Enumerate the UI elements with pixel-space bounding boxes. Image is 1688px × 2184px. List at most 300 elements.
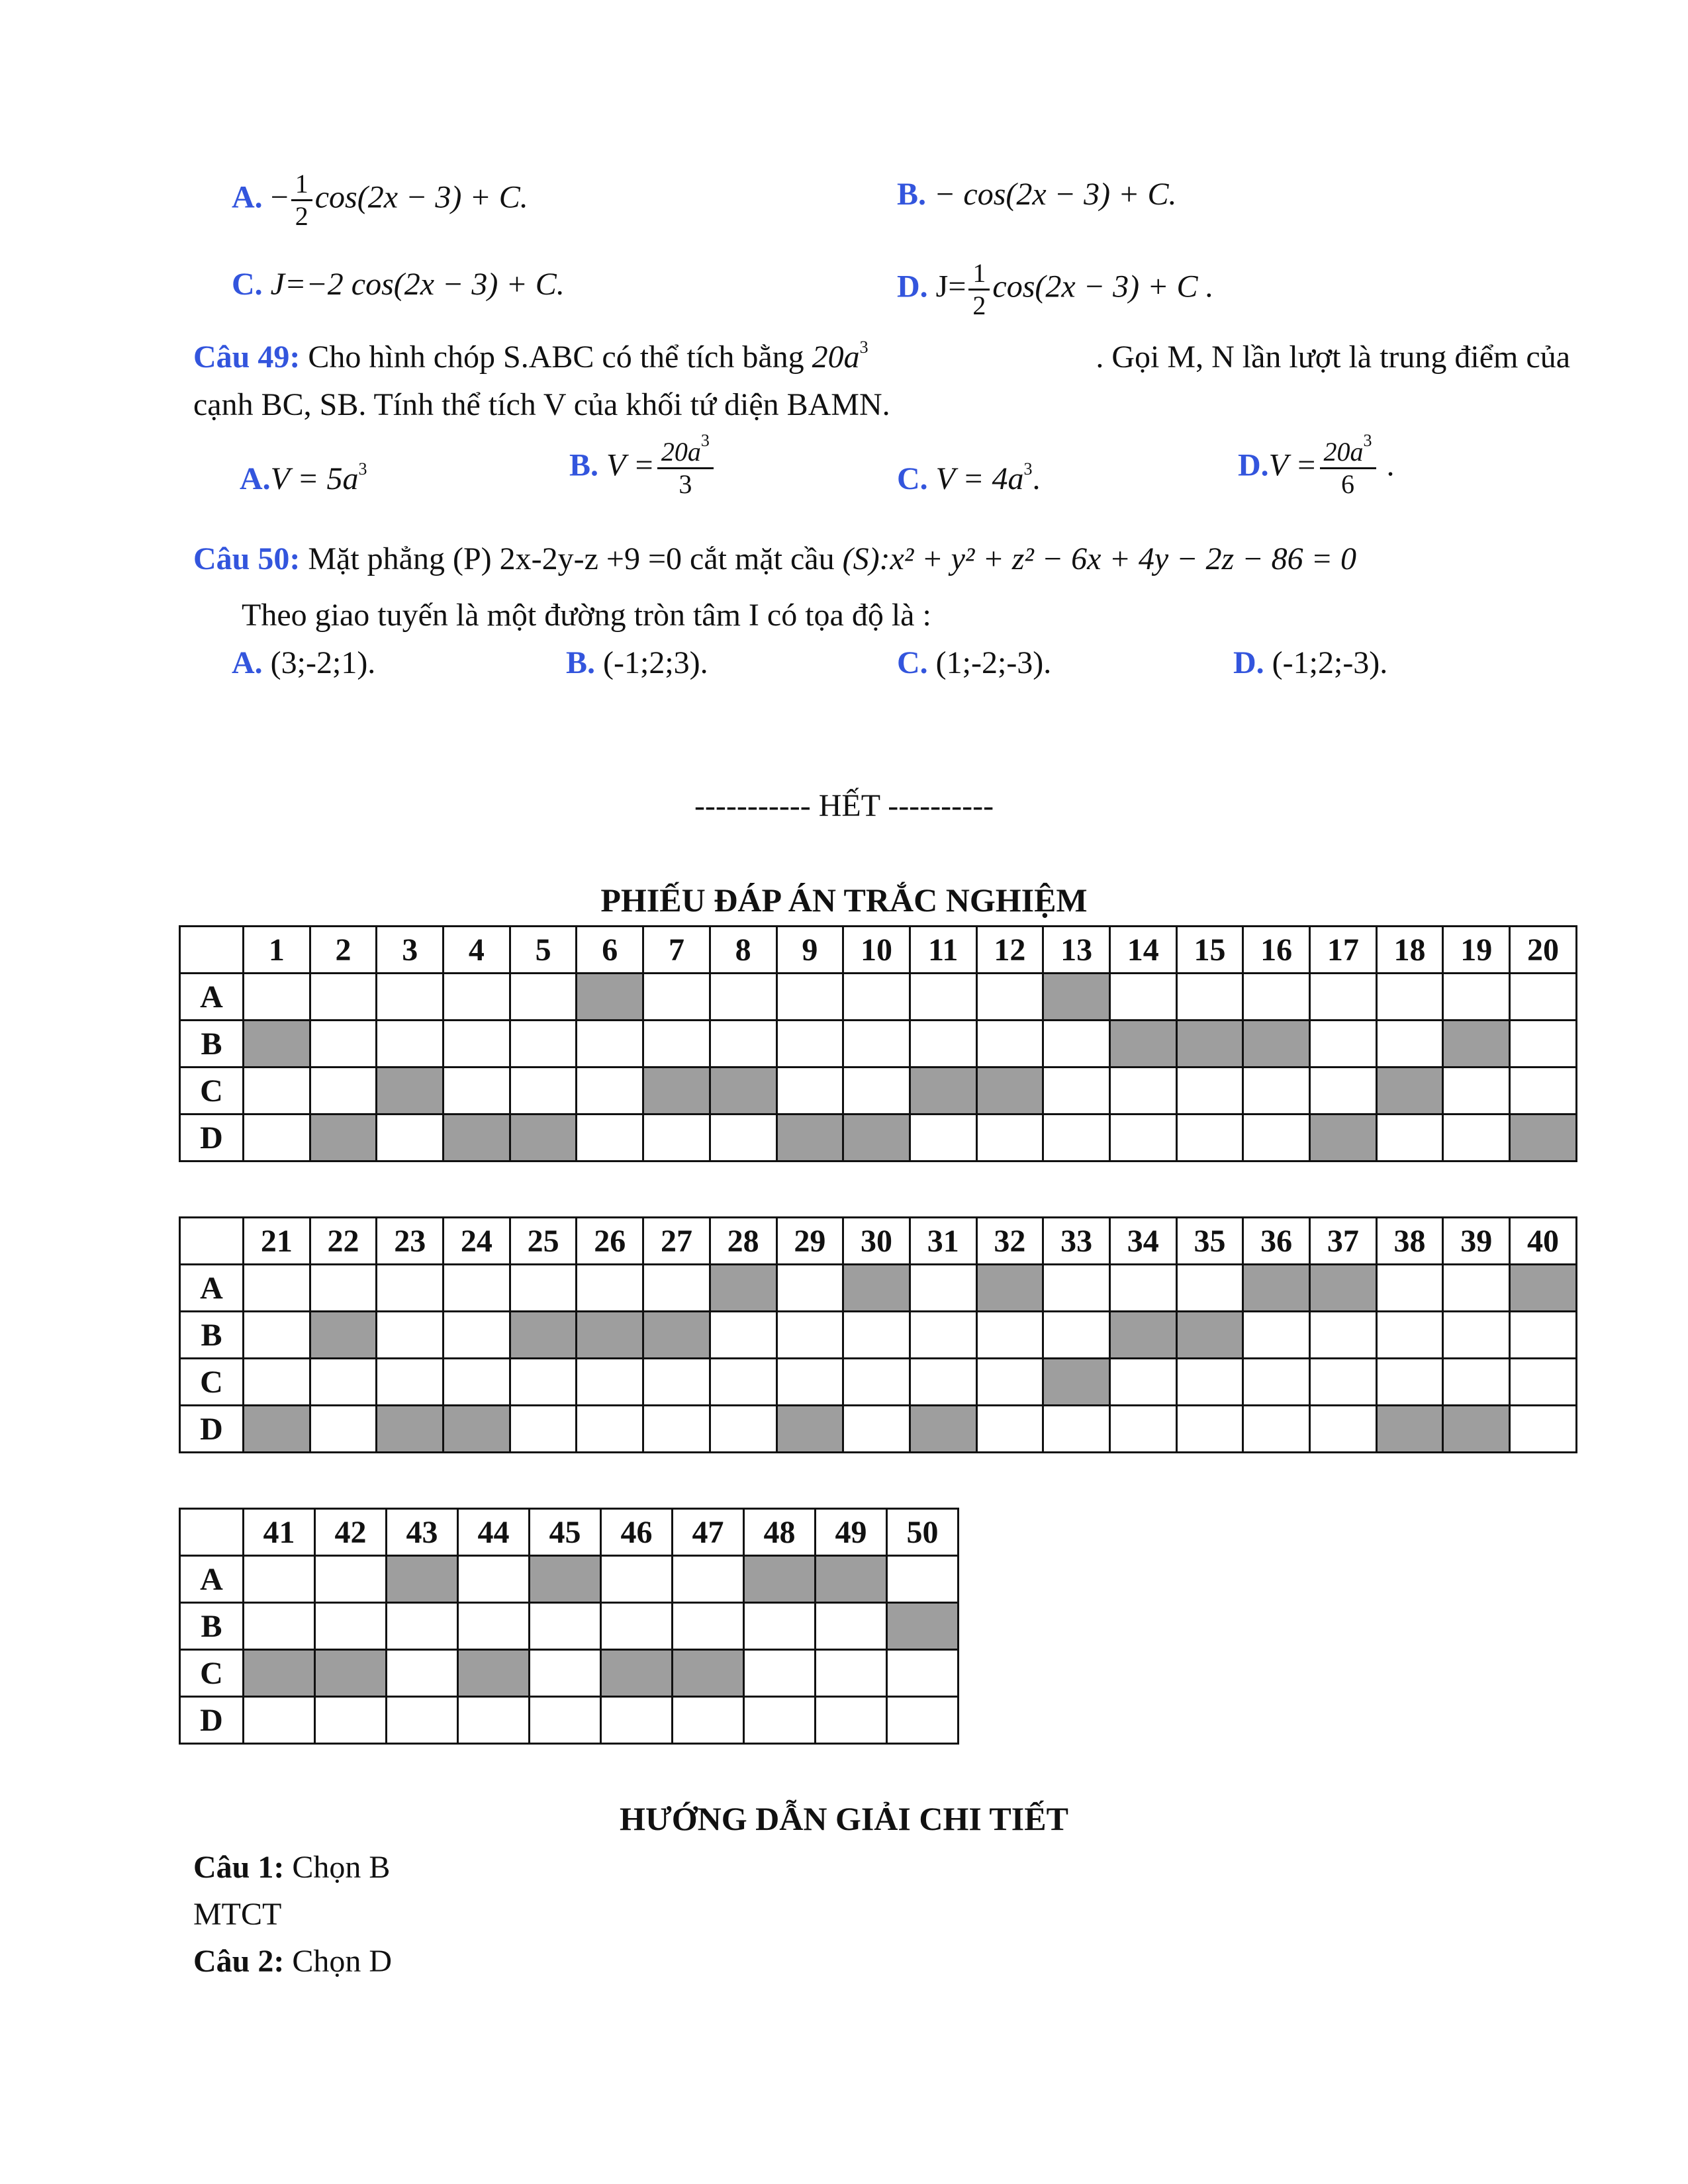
fraction: $\frac{20a^3}{3}$ (657, 437, 714, 500)
answer-cell (816, 1603, 887, 1650)
q50-option-b: B. (-1;2;3). (566, 645, 708, 680)
answer-cell (776, 1021, 843, 1068)
answer-cell (1443, 1312, 1510, 1359)
question-number: 50 (887, 1509, 959, 1556)
answer-cell (1109, 1265, 1176, 1312)
answer-cell (816, 1697, 887, 1744)
solution-1: Câu 1: Chọn B (193, 1850, 391, 1885)
answer-cell-selected (377, 1068, 444, 1115)
answer-cell (776, 1312, 843, 1359)
answer-cell-selected (577, 974, 643, 1021)
answer-cell-selected (843, 1265, 910, 1312)
answer-cell (673, 1556, 744, 1603)
q48-option-b: B. − cos(2x − 3) + C. (897, 177, 1177, 212)
answer-cell (1443, 974, 1510, 1021)
answer-row-d (180, 1406, 1577, 1453)
answer-cell (1043, 1265, 1110, 1312)
answer-header-row (180, 1218, 1577, 1265)
answer-cell (776, 1359, 843, 1406)
answer-cell-selected (601, 1650, 673, 1697)
answer-cell-selected (910, 1068, 976, 1115)
answer-cell-selected (776, 1406, 843, 1453)
answer-cell (244, 1697, 315, 1744)
question-number: 34 (1109, 1218, 1176, 1265)
answer-cell (887, 1650, 959, 1697)
answer-cell (1310, 1312, 1377, 1359)
answer-cell (458, 1697, 530, 1744)
answer-row-c (180, 1650, 959, 1697)
q50-option-c: C. (1;-2;-3). (897, 645, 1052, 680)
answer-cell-selected (387, 1556, 458, 1603)
answer-cell (444, 1312, 510, 1359)
question-number: 5 (510, 927, 577, 974)
answer-cell (643, 1406, 710, 1453)
answer-cell (310, 1406, 377, 1453)
answer-cell (1243, 1068, 1310, 1115)
answer-cell-selected (1176, 1312, 1243, 1359)
answer-cell (843, 1359, 910, 1406)
answer-cell (577, 1021, 643, 1068)
answer-row-b (180, 1603, 959, 1650)
q50-option-d: D. (-1;2;-3). (1233, 645, 1388, 680)
answer-cell (843, 1406, 910, 1453)
question-number: 1 (244, 927, 310, 974)
answer-cell-selected (444, 1115, 510, 1161)
option-label: D (180, 1115, 244, 1161)
q49-option-b: B. V = $\frac{20a^3}{3}$ (569, 437, 716, 500)
answer-cell (1176, 974, 1243, 1021)
answer-row-a (180, 1265, 1577, 1312)
answer-cell-selected (530, 1556, 601, 1603)
question-number: 4 (444, 927, 510, 974)
answer-cell (643, 1359, 710, 1406)
answer-cell (710, 1115, 776, 1161)
answer-cell-selected (310, 1312, 377, 1359)
answer-cell (843, 974, 910, 1021)
answer-cell (444, 1068, 510, 1115)
answer-cell-selected (444, 1406, 510, 1453)
answer-cell (1310, 1406, 1377, 1453)
question-number: 14 (1109, 927, 1176, 974)
question-number: 35 (1176, 1218, 1243, 1265)
answer-cell-selected (1243, 1265, 1310, 1312)
option-label: C (180, 1650, 244, 1697)
answer-cell-selected (315, 1650, 387, 1697)
answer-cell-selected (710, 1265, 776, 1312)
answer-cell-selected (776, 1115, 843, 1161)
answer-cell-selected (510, 1312, 577, 1359)
question-number: 41 (244, 1509, 315, 1556)
answer-cell (315, 1697, 387, 1744)
answer-cell-selected (816, 1556, 887, 1603)
question-number: 40 (1510, 1218, 1577, 1265)
answer-cell (510, 1359, 577, 1406)
answer-cell (601, 1556, 673, 1603)
answer-cell (1376, 1021, 1443, 1068)
answer-cell (1510, 1312, 1577, 1359)
answer-cell (1043, 1406, 1110, 1453)
answer-cell-selected (1510, 1115, 1577, 1161)
answer-cell (510, 1406, 577, 1453)
answer-cell (1510, 974, 1577, 1021)
fraction: $\frac{20a^3}{6}$ (1320, 437, 1376, 500)
answer-row-c (180, 1068, 1577, 1115)
answer-cell (843, 1068, 910, 1115)
question-number: 44 (458, 1509, 530, 1556)
answer-cell (643, 1115, 710, 1161)
question-number: 18 (1376, 927, 1443, 974)
answer-cell (976, 1359, 1043, 1406)
answer-cell (310, 1359, 377, 1406)
answer-cell-selected (1109, 1312, 1176, 1359)
answer-cell (643, 1021, 710, 1068)
q49-option-d: D.V = $\frac{20a^3}{6}$ . (1238, 431, 1395, 499)
option-label: B (180, 1603, 244, 1650)
answer-cell (1376, 1359, 1443, 1406)
answer-cell-selected (1443, 1406, 1510, 1453)
option-label: B (180, 1312, 244, 1359)
question-number: 20 (1510, 927, 1577, 974)
answer-cell-selected (1043, 1359, 1110, 1406)
question-number: 37 (1310, 1218, 1377, 1265)
answer-cell (377, 974, 444, 1021)
answer-cell-selected (244, 1021, 310, 1068)
answer-cell-selected (510, 1115, 577, 1161)
question-number: 13 (1043, 927, 1110, 974)
answer-cell (1043, 1115, 1110, 1161)
question-number: 16 (1243, 927, 1310, 974)
answer-cell (244, 1359, 310, 1406)
answer-cell (244, 974, 310, 1021)
answer-cell (1176, 1115, 1243, 1161)
answer-cell-selected (744, 1556, 816, 1603)
option-label: A (180, 1265, 244, 1312)
question-number: 42 (315, 1509, 387, 1556)
question-number: 9 (776, 927, 843, 974)
answer-row-d (180, 1697, 959, 1744)
question-number: 12 (976, 927, 1043, 974)
q49-option-a: $A.V = 5a^3$ (240, 459, 367, 496)
answer-cell (1443, 1359, 1510, 1406)
answer-cell (244, 1265, 310, 1312)
corner-cell (180, 927, 244, 974)
question-number: 17 (1310, 927, 1377, 974)
answer-cell (976, 1312, 1043, 1359)
answer-cell-selected (1443, 1021, 1510, 1068)
option-label: D (180, 1697, 244, 1744)
answer-cell (510, 974, 577, 1021)
answer-cell (1310, 974, 1377, 1021)
answer-cell-selected (1376, 1406, 1443, 1453)
question-number: 32 (976, 1218, 1043, 1265)
answer-cell (776, 1068, 843, 1115)
answer-cell (310, 1068, 377, 1115)
answer-cell-selected (710, 1068, 776, 1115)
answer-cell-selected (244, 1650, 315, 1697)
answer-cell (1510, 1406, 1577, 1453)
answer-cell (315, 1556, 387, 1603)
corner-cell (180, 1509, 244, 1556)
option-label: C (180, 1359, 244, 1406)
answer-table-3 (179, 1508, 959, 1745)
answer-cell (1243, 1115, 1310, 1161)
answer-cell (377, 1265, 444, 1312)
answer-cell (244, 1556, 315, 1603)
answer-cell (710, 1406, 776, 1453)
answer-cell (710, 1359, 776, 1406)
question-number: 7 (643, 927, 710, 974)
answer-cell (444, 1265, 510, 1312)
answer-cell (244, 1312, 310, 1359)
question-number: 2 (310, 927, 377, 974)
answer-cell (244, 1115, 310, 1161)
answer-cell (1510, 1068, 1577, 1115)
answer-table-1 (179, 925, 1577, 1162)
answer-cell (1376, 974, 1443, 1021)
q49-option-c: C. $V = 4a^3$. (897, 459, 1041, 496)
question-number: 19 (1443, 927, 1510, 974)
question-number: 45 (530, 1509, 601, 1556)
answer-cell (710, 1312, 776, 1359)
answer-cell (244, 1603, 315, 1650)
answer-cell (530, 1697, 601, 1744)
answer-cell (577, 1115, 643, 1161)
answer-cell (910, 1115, 976, 1161)
answer-header-row (180, 1509, 959, 1556)
answer-cell (776, 974, 843, 1021)
answer-cell-selected (643, 1312, 710, 1359)
answer-cell (1109, 1359, 1176, 1406)
answer-cell (710, 1021, 776, 1068)
answer-cell-selected (244, 1406, 310, 1453)
answer-cell (377, 1021, 444, 1068)
question-number: 22 (310, 1218, 377, 1265)
answer-cell (1243, 1406, 1310, 1453)
answer-cell (577, 1406, 643, 1453)
question-number: 31 (910, 1218, 976, 1265)
answer-cell (444, 974, 510, 1021)
answer-cell (1443, 1115, 1510, 1161)
answer-cell (510, 1021, 577, 1068)
question-number: 39 (1443, 1218, 1510, 1265)
q48-option-a: A. − $\frac{1}{2}$ cos(2x − 3) + C. (232, 169, 528, 231)
question-number: 21 (244, 1218, 310, 1265)
answer-cell (458, 1603, 530, 1650)
answer-cell (577, 1359, 643, 1406)
answer-cell (1043, 1068, 1110, 1115)
answer-cell (910, 974, 976, 1021)
corner-cell (180, 1218, 244, 1265)
answer-cell-selected (577, 1312, 643, 1359)
answer-cell-selected (673, 1650, 744, 1697)
answer-cell (1510, 1021, 1577, 1068)
answer-cell (710, 974, 776, 1021)
answer-cell (510, 1068, 577, 1115)
solution-1-note: MTCT (193, 1897, 282, 1932)
answer-cell (1176, 1068, 1243, 1115)
answer-cell-selected (843, 1115, 910, 1161)
answer-cell-selected (458, 1650, 530, 1697)
answer-cell (1510, 1359, 1577, 1406)
answer-cell (887, 1556, 959, 1603)
answer-cell (530, 1603, 601, 1650)
fraction: $\frac{1}{2}$ (291, 169, 312, 232)
question-number: 10 (843, 927, 910, 974)
answer-cell-selected (1243, 1021, 1310, 1068)
answer-cell (310, 1265, 377, 1312)
answer-cell (744, 1697, 816, 1744)
answer-cell-selected (310, 1115, 377, 1161)
answer-cell (744, 1650, 816, 1697)
q50-option-a: A. (3;-2;1). (232, 645, 376, 680)
answer-cell-selected (1310, 1115, 1377, 1161)
answer-cell (1109, 1068, 1176, 1115)
answer-cell (1176, 1265, 1243, 1312)
q49-line1: Câu 49: Cho hình chóp S.ABC có thể tích bằng $20a^3$ . Gọi M, N lần lượt là trung điểm của (193, 338, 1570, 375)
answer-cell (458, 1556, 530, 1603)
answer-cell-selected (1376, 1068, 1443, 1115)
solutions-title: HƯỚNG DẪN GIẢI CHI TIẾT (620, 1800, 1068, 1837)
answer-header-row (180, 927, 1577, 974)
answer-cell (910, 1359, 976, 1406)
end-marker: ----------- HẾT ---------- (694, 788, 994, 823)
answer-cell-selected (1043, 974, 1110, 1021)
answer-cell-selected (976, 1068, 1043, 1115)
answer-cell-selected (1176, 1021, 1243, 1068)
answer-cell-selected (377, 1406, 444, 1453)
answer-table-2 (179, 1216, 1577, 1453)
answer-cell (1109, 1115, 1176, 1161)
answer-cell (1043, 1312, 1110, 1359)
answer-cell-selected (1310, 1265, 1377, 1312)
question-number: 25 (510, 1218, 577, 1265)
answer-cell (377, 1359, 444, 1406)
question-number: 48 (744, 1509, 816, 1556)
answer-cell (315, 1603, 387, 1650)
question-number: 3 (377, 927, 444, 974)
answer-cell (310, 1021, 377, 1068)
option-label: A (180, 1556, 244, 1603)
question-number: 38 (1376, 1218, 1443, 1265)
answer-cell (1376, 1312, 1443, 1359)
answer-cell (1243, 974, 1310, 1021)
question-number: 29 (776, 1218, 843, 1265)
answer-cell (910, 1312, 976, 1359)
answer-cell (577, 1068, 643, 1115)
fraction: $\frac{1}{2}$ (968, 258, 990, 321)
answer-cell (744, 1603, 816, 1650)
answer-cell (387, 1697, 458, 1744)
answer-cell (910, 1265, 976, 1312)
answer-cell (1310, 1021, 1377, 1068)
q48-option-c: C. J=−2 cos(2x − 3) + C. (232, 267, 565, 302)
answer-cell (601, 1603, 673, 1650)
question-number: 30 (843, 1218, 910, 1265)
answer-cell (643, 1265, 710, 1312)
answer-row-a (180, 1556, 959, 1603)
answer-cell (673, 1697, 744, 1744)
answer-cell (244, 1068, 310, 1115)
answer-cell (643, 974, 710, 1021)
answer-cell (377, 1115, 444, 1161)
answer-cell (1443, 1068, 1510, 1115)
question-number: 6 (577, 927, 643, 974)
q49-line2: cạnh BC, SB. Tính thể tích V của khối tứ diện BAMN. (193, 387, 890, 422)
answer-cell (1376, 1265, 1443, 1312)
answer-cell (444, 1021, 510, 1068)
answer-cell (387, 1650, 458, 1697)
answer-row-b (180, 1021, 1577, 1068)
answer-cell (310, 974, 377, 1021)
answer-cell (1310, 1068, 1377, 1115)
option-label: D (180, 1406, 244, 1453)
answer-cell (1243, 1312, 1310, 1359)
question-number: 27 (643, 1218, 710, 1265)
question-number: 8 (710, 927, 776, 974)
answer-cell (377, 1312, 444, 1359)
question-number: 26 (577, 1218, 643, 1265)
answer-cell-selected (910, 1406, 976, 1453)
option-label: C (180, 1068, 244, 1115)
answer-cell-selected (1109, 1021, 1176, 1068)
answer-cell (976, 974, 1043, 1021)
question-number: 28 (710, 1218, 776, 1265)
question-number: 46 (601, 1509, 673, 1556)
question-number: 33 (1043, 1218, 1110, 1265)
answer-cell (601, 1697, 673, 1744)
question-number: 49 (816, 1509, 887, 1556)
answer-cell (1176, 1359, 1243, 1406)
answer-cell (816, 1650, 887, 1697)
answer-cell-selected (887, 1603, 959, 1650)
answer-cell (510, 1265, 577, 1312)
answer-cell (1376, 1115, 1443, 1161)
answer-cell (776, 1265, 843, 1312)
answer-cell (843, 1021, 910, 1068)
answer-cell (1443, 1265, 1510, 1312)
answer-cell-selected (1510, 1265, 1577, 1312)
answer-cell (1109, 974, 1176, 1021)
answer-cell (1043, 1021, 1110, 1068)
question-number: 15 (1176, 927, 1243, 974)
answer-cell (1243, 1359, 1310, 1406)
answer-cell (577, 1265, 643, 1312)
answer-sheet-title: PHIẾU ĐÁP ÁN TRẮC NGHIỆM (600, 882, 1088, 919)
option-label: A (180, 974, 244, 1021)
question-number: 11 (910, 927, 976, 974)
answer-cell (444, 1359, 510, 1406)
q48-option-d: D. J= $\frac{1}{2}$ cos(2x − 3) + C . (897, 258, 1214, 320)
answer-cell (887, 1697, 959, 1744)
answer-cell (1176, 1406, 1243, 1453)
option-label: B (180, 1021, 244, 1068)
answer-row-b (180, 1312, 1577, 1359)
answer-cell (910, 1021, 976, 1068)
answer-cell (1109, 1406, 1176, 1453)
answer-row-a (180, 974, 1577, 1021)
question-number: 36 (1243, 1218, 1310, 1265)
answer-cell (387, 1603, 458, 1650)
answer-cell (673, 1603, 744, 1650)
answer-cell (530, 1650, 601, 1697)
question-number: 24 (444, 1218, 510, 1265)
answer-row-d (180, 1115, 1577, 1161)
answer-cell (976, 1406, 1043, 1453)
question-number: 47 (673, 1509, 744, 1556)
question-number: 23 (377, 1218, 444, 1265)
solution-2: Câu 2: Chọn D (193, 1944, 393, 1979)
q50-line1: Câu 50: Mặt phẳng (P) 2x-2y-z +9 =0 cắt mặt cầu (S):x² + y² + z² − 6x + 4y − 2z − 86 = 0 (193, 541, 1357, 576)
